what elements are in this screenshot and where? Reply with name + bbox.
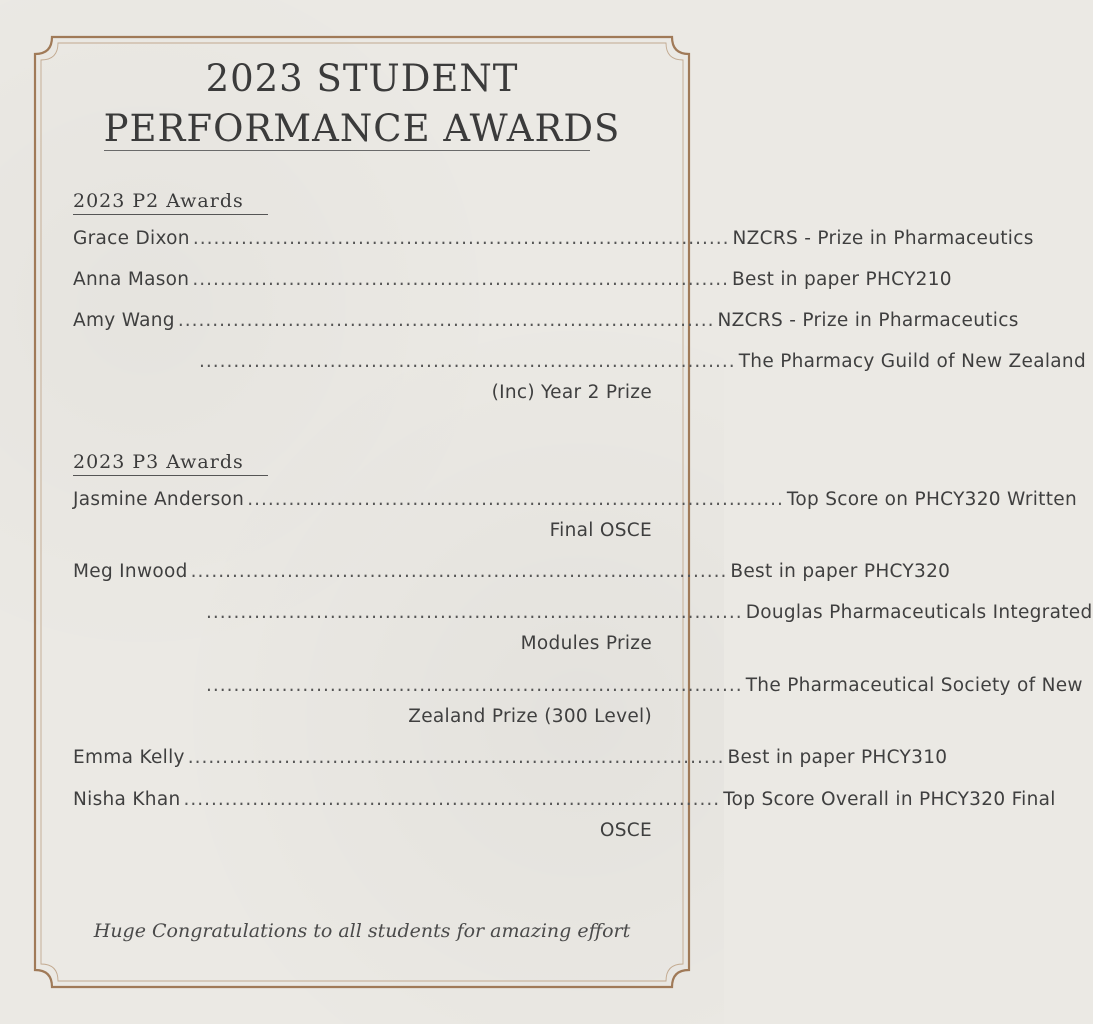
- award-title: NZCRS - Prize in Pharmaceutics: [732, 228, 1034, 249]
- award-entry: [73, 784, 1056, 846]
- section-heading-p2: 2023 P2 Awards: [73, 190, 268, 215]
- award-entry: [73, 223, 1034, 254]
- award-entry: [196, 346, 1086, 408]
- student-name: Grace Dixon: [73, 228, 190, 249]
- award-title: Best in paper PHCY210: [732, 269, 952, 290]
- award-entry: [73, 556, 951, 587]
- award-title-continued: OSCE: [599, 820, 652, 841]
- leader-dots: ..............................................................................: [192, 228, 730, 249]
- leader-dots: ..............................................................................: [206, 675, 743, 696]
- award-title-continued: (Inc) Year 2 Prize: [491, 382, 652, 403]
- leader-dots: ..............................................................................: [187, 747, 725, 768]
- award-title: Best in paper PHCY310: [727, 747, 948, 768]
- student-name: Nisha Khan: [73, 789, 181, 810]
- student-name: Jasmine Anderson: [73, 489, 245, 510]
- award-title: The Pharmaceutical Society of New: [745, 675, 1083, 696]
- leader-dots: ..............................................................................: [177, 310, 715, 331]
- title-line-1: 2023 STUDENT: [205, 57, 519, 100]
- leader-dots: ..............................................................................: [247, 489, 784, 510]
- leader-dots: ..............................................................................: [199, 351, 736, 372]
- award-title-continued: Zealand Prize (300 Level): [408, 706, 652, 727]
- leader-dots: ..............................................................................: [183, 789, 721, 810]
- award-entry: [73, 264, 952, 295]
- footer-message: Huge Congratulations to all students for amazing effort: [93, 920, 631, 942]
- leader-dots: ..............................................................................: [190, 561, 728, 582]
- award-title: The Pharmacy Guild of New Zealand: [738, 351, 1086, 372]
- award-entry: [73, 484, 1077, 546]
- award-title: Top Score Overall in PHCY320 Final: [723, 789, 1056, 810]
- award-entry: [203, 670, 1083, 732]
- student-name: Meg Inwood: [73, 561, 188, 582]
- award-title-continued: Modules Prize: [520, 633, 652, 654]
- award-title-continued: Final OSCE: [549, 520, 652, 541]
- section-heading-p3: 2023 P3 Awards: [73, 451, 268, 476]
- award-title: Best in paper PHCY320: [730, 561, 951, 582]
- title-line-2: PERFORMANCE AWARDS: [103, 107, 621, 150]
- student-name: Anna Mason: [73, 269, 190, 290]
- leader-dots: ..............................................................................: [206, 602, 743, 623]
- leader-dots: ..............................................................................: [192, 269, 730, 290]
- page-title: [0, 54, 724, 154]
- title-underline: [104, 150, 590, 151]
- award-title: Douglas Pharmaceuticals Integrated: [745, 602, 1093, 623]
- award-title: Top Score on PHCY320 Written: [786, 489, 1077, 510]
- student-name: Emma Kelly: [73, 747, 185, 768]
- award-entry: [73, 305, 1019, 336]
- student-name: Amy Wang: [73, 310, 175, 331]
- award-title: NZCRS - Prize in Pharmaceutics: [717, 310, 1019, 331]
- award-entry: [73, 742, 948, 773]
- award-entry: [203, 597, 1093, 659]
